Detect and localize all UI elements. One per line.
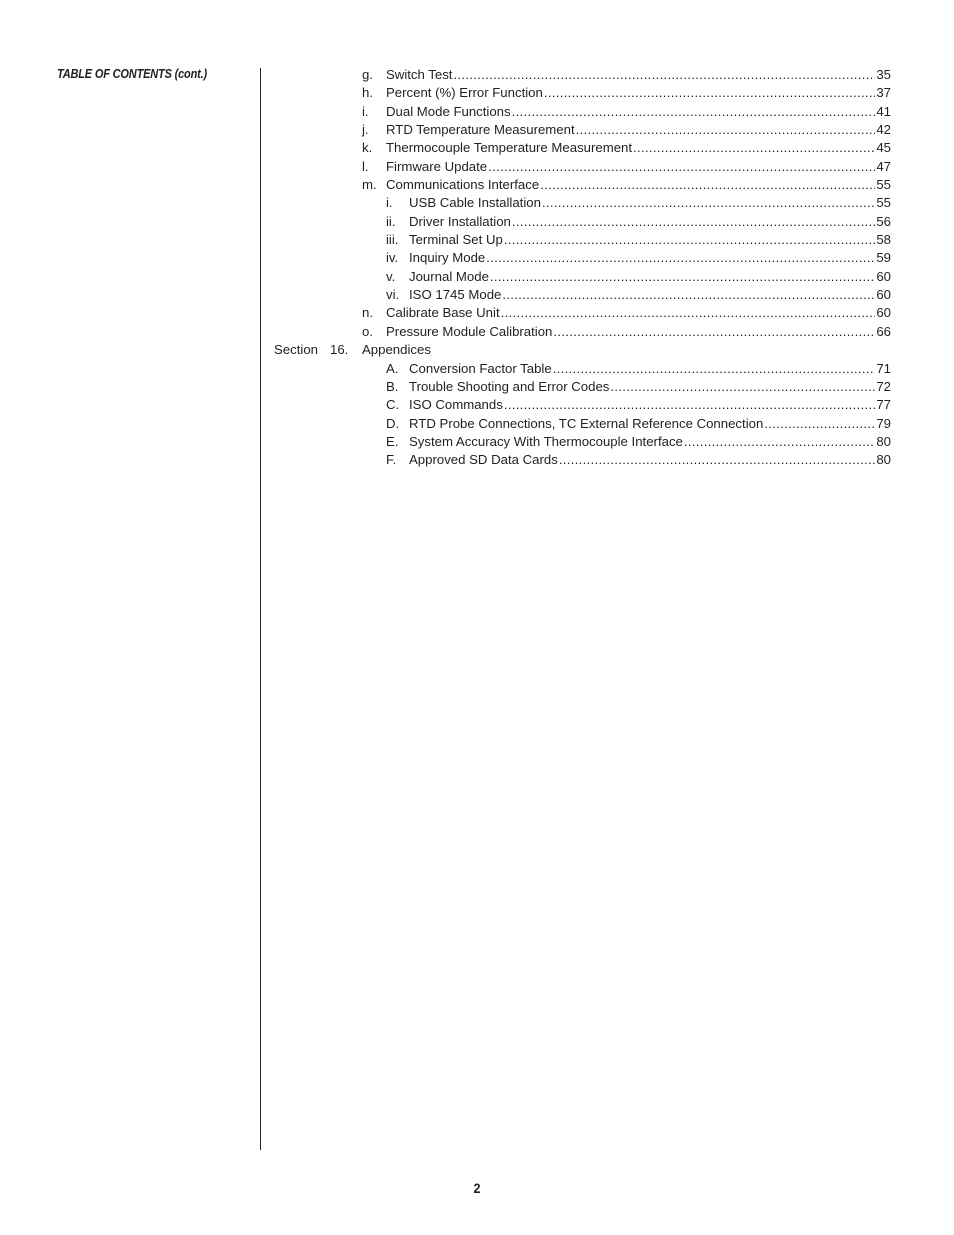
toc-entry-trouble-shooting[interactable] (0, 378, 954, 396)
toc-title: USB Cable Installation (409, 195, 541, 211)
dot-leader (501, 304, 876, 322)
toc-page: 79 (876, 415, 891, 431)
toc-marker: E. (386, 433, 399, 449)
dot-leader (553, 323, 875, 341)
toc-entry-communications-interface[interactable] (0, 176, 954, 194)
toc-title: Conversion Factor Table (409, 360, 552, 376)
toc-marker: ii. (386, 213, 396, 229)
toc-entry-system-accuracy[interactable] (0, 433, 954, 451)
toc-title: Terminal Set Up (409, 232, 503, 248)
toc-page: 66 (876, 323, 891, 339)
dot-leader (453, 66, 875, 84)
toc-entry-rtd-probe-connections[interactable] (0, 415, 954, 433)
toc-page: 60 (876, 268, 891, 284)
toc-title: Approved SD Data Cards (409, 452, 558, 468)
toc-page: 58 (876, 232, 891, 248)
dot-leader (512, 103, 876, 121)
dot-leader (512, 213, 875, 231)
toc-title: Switch Test (386, 67, 453, 82)
toc-page: 55 (876, 177, 891, 193)
toc-page: 77 (876, 397, 891, 413)
toc-marker: D. (386, 415, 400, 431)
toc-marker: i. (362, 103, 369, 119)
dot-leader (504, 396, 876, 414)
section-label: Section (274, 342, 318, 358)
toc-sidebar-title: TABLE OF CONTENTS (cont.) (57, 67, 207, 81)
toc-marker: l. (362, 158, 369, 174)
toc-title: Trouble Shooting and Error Codes (409, 378, 610, 394)
toc-entry-terminal-set-up[interactable] (0, 231, 954, 249)
toc-entry-iso-commands[interactable] (0, 396, 954, 414)
toc-section-16-appendices[interactable] (0, 341, 954, 359)
toc-page: 71 (876, 360, 891, 376)
toc-marker: k. (362, 140, 373, 156)
toc-marker: n. (362, 305, 373, 321)
toc-page: 72 (876, 378, 891, 394)
toc-page: 37 (876, 85, 891, 101)
toc-marker: F. (386, 452, 397, 468)
toc-title: Journal Mode (409, 268, 489, 284)
toc-entry-percent-error[interactable] (0, 84, 954, 102)
toc-marker: o. (362, 323, 373, 339)
toc-entry-firmware-update[interactable] (0, 158, 954, 176)
dot-leader (553, 360, 876, 378)
section-number: 16. (330, 342, 349, 358)
toc-entry-thermocouple-temperature[interactable] (0, 139, 954, 157)
toc-marker: m. (362, 177, 377, 193)
toc-marker: j. (362, 122, 369, 138)
dot-leader (633, 139, 875, 157)
toc-marker: vi. (386, 287, 400, 303)
toc-title: Thermocouple Temperature Measurement (386, 140, 633, 156)
toc-title: Driver Installation (409, 213, 511, 229)
dot-leader (502, 286, 875, 304)
toc-title: Inquiry Mode (409, 250, 486, 266)
toc-title: System Accuracy With Thermocouple Interface (409, 433, 683, 449)
toc-title: ISO Commands (409, 397, 503, 413)
dot-leader (486, 249, 875, 267)
toc-entry-rtd-temperature[interactable] (0, 121, 954, 139)
toc-marker: iv. (386, 250, 399, 266)
toc-page: 59 (876, 250, 891, 266)
toc-entry-calibrate-base-unit[interactable] (0, 304, 954, 322)
toc-marker: v. (386, 268, 396, 284)
toc-page: 55 (876, 195, 891, 211)
toc-page: 60 (876, 287, 891, 303)
toc-marker: iii. (386, 232, 399, 248)
dot-leader (488, 158, 875, 176)
dot-leader (576, 121, 876, 139)
toc-page: 80 (876, 452, 891, 468)
toc-entry-usb-cable[interactable] (0, 194, 954, 212)
toc-page: 45 (876, 140, 891, 156)
dot-leader (610, 378, 875, 396)
dot-leader (544, 84, 875, 102)
dot-leader (764, 415, 875, 433)
toc-page: 80 (876, 433, 891, 449)
toc-title: Firmware Update (386, 158, 488, 174)
toc-title: Dual Mode Functions (386, 103, 511, 119)
toc-marker: C. (386, 397, 400, 413)
toc-title: Percent (%) Error Function (386, 85, 543, 101)
toc-page: 56 (876, 213, 891, 229)
dot-leader (684, 433, 875, 451)
toc-marker: A. (386, 360, 399, 376)
toc-title: Communications Interface (386, 177, 540, 193)
table-of-contents (0, 66, 954, 470)
dot-leader (540, 176, 875, 194)
toc-entry-dual-mode[interactable] (0, 103, 954, 121)
toc-entry-switch-test[interactable] (0, 66, 954, 84)
toc-marker: g. (362, 67, 373, 82)
toc-entry-approved-sd-cards[interactable] (0, 451, 954, 469)
toc-page: 41 (876, 103, 891, 119)
toc-entry-driver-installation[interactable] (0, 213, 954, 231)
toc-marker: i. (386, 195, 393, 211)
toc-title: Appendices (362, 342, 431, 358)
toc-entry-iso-1745-mode[interactable] (0, 286, 954, 304)
toc-page: 35 (876, 67, 891, 82)
dot-leader (490, 268, 875, 286)
dot-leader (542, 194, 875, 212)
toc-title: RTD Temperature Measurement (386, 122, 575, 138)
toc-entry-journal-mode[interactable] (0, 268, 954, 286)
toc-entry-pressure-module-calibration[interactable] (0, 323, 954, 341)
toc-title: RTD Probe Connections, TC External Reference Connection (409, 415, 764, 431)
page-number: 2 (473, 1180, 481, 1196)
toc-title: Pressure Module Calibration (386, 323, 553, 339)
toc-marker: B. (386, 378, 399, 394)
toc-page: 42 (876, 122, 891, 138)
dot-leader (504, 231, 876, 249)
toc-marker: h. (362, 85, 373, 101)
toc-entry-conversion-factor-table[interactable] (0, 360, 954, 378)
toc-page: 47 (876, 158, 891, 174)
dot-leader (559, 451, 876, 469)
toc-title: Calibrate Base Unit (386, 305, 500, 321)
toc-title: ISO 1745 Mode (409, 287, 502, 303)
toc-page: 60 (876, 305, 891, 321)
toc-entry-inquiry-mode[interactable] (0, 249, 954, 267)
